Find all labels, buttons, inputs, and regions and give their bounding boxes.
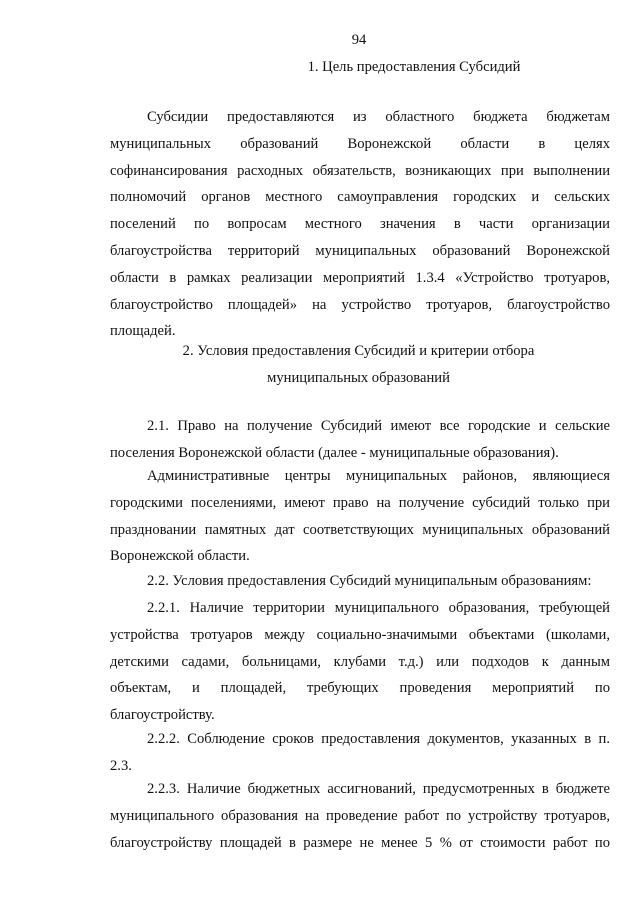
paragraph-line: муниципальных образований Воронежской области в целях [110, 135, 610, 152]
paragraph-line: благоустройству площадей в размере не менее 5 % от стоимости работ по [110, 834, 610, 851]
paragraph-line: площадей. [110, 323, 176, 340]
section-2-heading-line-1: 2. Условия предоставления Субсидий и критерии отбора [182, 343, 535, 359]
paragraph-2-1 [110, 413, 610, 467]
paragraph-line: 2.2.1. Наличие территории муниципального образования, требующей [147, 600, 610, 616]
paragraph-2-2 [110, 568, 610, 595]
paragraph-line: области в рамках реализации мероприятий 1.3.4 «Устройство тротуаров, [110, 269, 610, 286]
paragraph-line: софинансирования расходных обязательств, возникающих при выполнении [110, 162, 610, 179]
paragraph-line: устройства тротуаров между социально-значимыми объектами (школами, [110, 626, 610, 643]
paragraph-line: поселения Воронежской области (далее - муниципальные образования). [110, 444, 559, 461]
paragraph-line: 2.3. [110, 757, 132, 774]
paragraph-line: 2.1. Право на получение Субсидий имеют все городские и сельские [147, 418, 610, 434]
section-1-paragraph [110, 104, 610, 345]
paragraph-line: Воронежской области. [110, 548, 250, 565]
page-number: 94 [351, 32, 367, 48]
paragraph-line: благоустройство площадей» на устройство тротуаров, благоустройство [110, 296, 610, 313]
paragraph-line: Административные центры муниципальных районов, являющиеся [147, 468, 610, 484]
paragraph-line: детскими садами, больницами, клубами т.д.) или подходов к данным [110, 653, 610, 670]
paragraph-line: поселений по вопросам местного значения в части организации [110, 216, 610, 233]
paragraph-line: муниципального образования на проведение работ по устройству тротуаров, [110, 807, 610, 824]
paragraph-line: праздновании памятных дат соответствующих муниципальных образований [110, 521, 610, 538]
paragraph-line: 2.2.3. Наличие бюджетных ассигнований, предусмотренных в бюджете [147, 781, 610, 797]
paragraph-2-2-2 [110, 726, 610, 780]
paragraph-line: 2.2. Условия предоставления Субсидий муниципальным образованиям: [147, 573, 592, 589]
paragraph-line: благоустройства территорий муниципальных образований Воронежской [110, 242, 610, 259]
paragraph-line: объектам, и площадей, требующих проведения мероприятий по [110, 680, 610, 697]
paragraph-line: полномочий органов местного самоуправления городских и сельских [110, 189, 610, 206]
paragraph-line: Субсидии предоставляются из областного бюджета бюджетам [147, 109, 610, 125]
paragraph-line: 2.2.2. Соблюдение сроков предоставления документов, указанных в п. [147, 731, 610, 747]
paragraph-2-2-1 [110, 595, 610, 729]
section-2-heading-line-2: муниципальных образований [267, 370, 450, 386]
paragraph-line: городскими поселениями, имеют право на получение субсидий только при [110, 494, 610, 511]
paragraph-admin-centers [110, 463, 610, 570]
paragraph-line: благоустройству. [110, 707, 215, 724]
paragraph-2-2-3 [110, 776, 610, 856]
section-1-heading: 1. Цель предоставления Субсидий [307, 59, 521, 75]
